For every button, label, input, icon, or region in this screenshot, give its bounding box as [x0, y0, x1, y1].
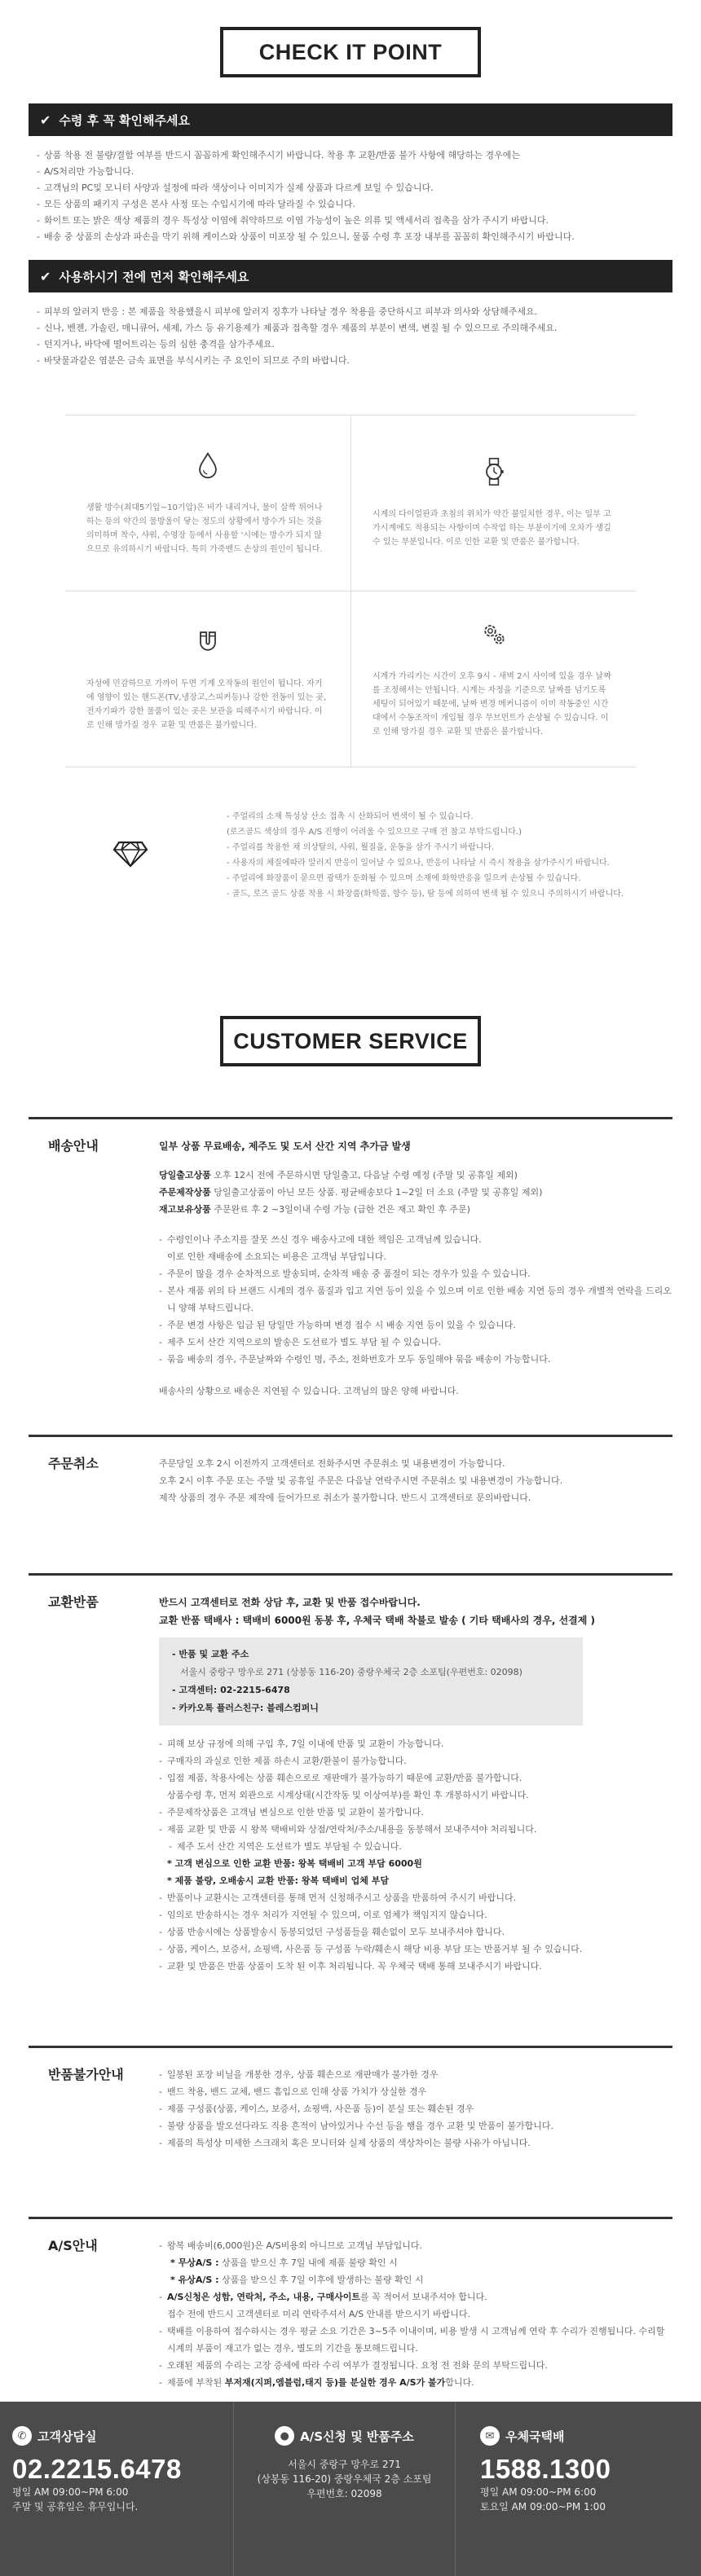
delivery-headline: 일부 상품 무료배송, 제주도 및 도서 산간 지역 추가금 발생	[159, 1141, 411, 1152]
date-setting-cell	[350, 591, 636, 767]
section-label: 반품불가안내	[48, 2067, 124, 2082]
list-item: - 제품의 특성상 미세한 스크래치 혹은 모니터와 실제 상품의 색상차이는 불량 사유가 아닙니다.	[159, 2134, 672, 2152]
magnet-icon	[86, 626, 329, 659]
section-heading-before-use	[29, 260, 672, 292]
no-return-notes	[159, 2066, 672, 2152]
heading-text: 수령 후 꼭 확인해주세요	[59, 112, 190, 128]
cancel-section	[29, 1435, 672, 1573]
list-item: - 모든 상품의 패키지 구성은 본사 사정 또는 수입시기에 따라 달라질 수 있습니다.	[37, 196, 672, 213]
list-item: - 배송 중 상품의 손상과 파손을 막기 위해 케이스와 상품이 미포장 될 수 있으니, 물품 수령 후 포장 내부를 꼼꼼히 확인해주시기 바랍니다.	[37, 229, 672, 245]
water-resistance-cell	[65, 415, 350, 591]
delivery-notes	[159, 1231, 672, 1368]
list-item: - 교환 및 반품은 반품 상품이 도착 된 이후 처리됩니다. 꼭 우체국 택배 통해 보내주시기 바랍니다.	[159, 1958, 672, 1975]
cell-text: 자성에 민감하므로 가까이 두면 기계 오작동의 원인이 됩니다. 자기에 영향이 있는 핸드폰(TV,냉장고,스피커등)나 강한 전동이 있는 곳, 전자기파가 강한 물품이 있는 곳은 보관을 피해주시기 바랍니다. 이로 인해 망가질 경우 교환 및 반품은 불가합니다.	[86, 679, 327, 730]
check-icon: ✔	[40, 268, 51, 284]
postal-code: 우편번호: 02098	[306, 2488, 382, 2499]
diamond-icon	[112, 839, 178, 871]
list-item: - 왕복 배송비(6,000원)은 A/S비용외 아니므로 고객님 부담입니다.	[159, 2237, 672, 2254]
list-item: - A/S신청은 성함, 연락처, 주소, 내용, 구매사이트를 꼭 적어서 보내주셔야 합니다.	[159, 2288, 672, 2306]
list-item: - 오래된 제품의 수리는 고장 증세에 따라 수리 여부가 결정됩니다. 요청 전 전화 문의 부탁드립니다.	[159, 2357, 672, 2374]
location-icon: ●	[275, 2426, 294, 2446]
exchange-courier: 교환 반품 택배사 : 택배비 6000원 동봉 후, 우체국 택배 착불로 발송 ( 기타 택배사의 경우, 선결제 )	[159, 1615, 596, 1626]
list-item: * 무상A/S : 상품을 받으신 후 7일 내에 제품 불량 확인 시	[170, 2257, 398, 2268]
list-item: (로즈골드 색상의 경우 A/S 진행이 어려울 수 있으므로 구매 전 참고 부탁드립니다.)	[227, 827, 522, 837]
customer-service-title: CUSTOMER SERVICE	[220, 1016, 481, 1066]
footer-cs-title: 고객상담실	[37, 2429, 97, 2444]
list-item: - 골드, 로즈 골드 상품 착용 시 화장품(화학품, 향수 등), 땀 등에 의하여 변색 될 수 있으니 주의하시기 바랍니다.	[227, 889, 624, 899]
before-use-list	[29, 292, 672, 380]
list-item: - 제주 도서 산간 지역으로의 발송은 도선료가 별도 부담 될 수 있습니다.	[159, 1334, 672, 1351]
list-item: - 피부의 알러지 반응 : 본 제품을 착용했을시 피부에 알러지 징후가 나타날 경우 착용을 중단하시고 피부과 의사와 상담해주세요.	[37, 304, 672, 320]
jewelry-cell	[65, 767, 636, 943]
list-item: - 불량 상품을 발오선다라도 직용 흔적이 남아있거나 수선 등을 행을 경우 교환 및 반품이 불가합니다.	[159, 2117, 672, 2134]
delivery-section	[29, 1117, 672, 1435]
list-item: - 바닷물과같은 염분은 금속 표면을 부식시키는 주 요인이 되므로 주의 바랍니다.	[37, 353, 672, 369]
check-icon: ✔	[40, 112, 51, 128]
exchange-headline: 반드시 고객센터로 전화 상담 후, 교환 및 반품 접수바랍니다.	[159, 1597, 421, 1608]
footer-address-title: A/S신청 및 반품주소	[300, 2429, 414, 2444]
list-item: 접수 전에 반드시 고객센터로 미리 연락주셔서 A/S 안내를 받으시기 바랍니다.	[167, 2309, 470, 2319]
list-item: - 신나, 벤젠, 가솔린, 매니큐어, 세제, 가스 등 유기용제가 제품과 접촉할 경우 제품의 부분이 변색, 변질 될 수 있으므로 주의해주세요.	[37, 320, 672, 336]
list-item: * 제품 불량, 오배송시 교환 반품: 왕복 택배비 업체 부담	[167, 1875, 389, 1886]
list-item: * 유상A/S : 상품을 받으신 후 7일 이후에 발생하는 불량 확인 시	[170, 2275, 424, 2285]
footer-post-title: 우체국택배	[505, 2429, 565, 2444]
list-item: - 상품, 케이스, 보증서, 쇼핑백, 사은품 등 구성품 누락/훼손시 해당 비용 부담 또는 반품거부 될 수 있습니다.	[159, 1941, 672, 1958]
list-item: - 구매자의 과실로 인한 제품 하손시 교환/환불이 불가능합니다.	[159, 1752, 672, 1769]
footer-address	[233, 2402, 456, 2576]
list-item: - 본사 재품 위의 타 브랜드 시계의 경우 품질과 입고 지연 등이 있을 수 있으며 이로 인한 배송 지연 등의 경우 개별적 연락을 드리오니 양해 부탁드립니다.	[159, 1282, 672, 1317]
cs-phone: - 고객센터: 02-2215-6478	[172, 1685, 290, 1695]
list-item: - 수령인이나 주소지를 잘못 쓰신 경우 배송사고에 대한 책임은 고객님께 있습니다.	[159, 1231, 672, 1248]
box-label: - 반품 및 교환 주소	[172, 1649, 249, 1659]
phone-icon: ✆	[12, 2426, 32, 2446]
watch-icon	[373, 457, 615, 490]
list-item: - 택배를 이용하여 접수하시는 경우 평균 소요 기간은 3~5주 이내이며, 비용 발생 시 고객님께 연락 후 수리가 진행됩니다. 수리할 시계의 부품이 재고가 없는 경우, 별도의 기간을 통보해드립니다.	[159, 2323, 672, 2357]
exchange-notes	[159, 1735, 672, 1975]
list-item: - 입점 제품, 착용사에는 상품 훼손으로로 재판매가 불가능하기 때문에 교환/반품 불가합니다.	[159, 1769, 672, 1787]
list-item: - 주얼리의 소재 특성상 산소 접촉 시 산화되어 변색이 될 수 있습니다.	[227, 811, 474, 821]
stock-line: 당일출고상품 오후 12시 전에 주문하시면 당일출고, 다음날 수령 예정 (주말 및 공휴일 제외)	[159, 1170, 518, 1180]
list-item: - 묶음 배송의 경우, 주문날짜와 수령인 명, 주소, 전화번호가 모두 동일해야 묶음 배송이 가능합니다.	[159, 1351, 672, 1368]
section-label: A/S안내	[48, 2238, 98, 2253]
footer-post	[456, 2402, 701, 2576]
dial-alignment-cell	[350, 415, 636, 591]
list-item: - 상품 착용 전 불량/결함 여부를 반드시 꼼꼼하게 확인해주시기 바랍니다. 착용 후 교환/반품 불가 사항에 해당하는 경우에는	[37, 147, 672, 164]
section-label: 배송안내	[48, 1138, 99, 1154]
list-item: - 화이트 또는 밝은 색상 제품의 경우 특성상 이염에 취약하므로 이염 가능성이 높은 의류 및 액세서리 접촉을 삼가 주시기 바랍니다.	[37, 213, 672, 229]
no-return-section	[29, 2046, 672, 2217]
cs-hours: 평일 AM 09:00~PM 6:00	[12, 2486, 129, 2498]
section-heading-after-receipt	[29, 103, 672, 136]
list-item: 이로 인한 재배송에 소요되는 비용은 고객님 부담입니다.	[167, 1251, 386, 1262]
kakao-channel: - 카카오톡 플러스친구: 블레스컴퍼니	[172, 1703, 319, 1713]
cell-text: 생활 방수(최대5기압~10기압)은 비가 내리거나, 물이 살짝 튀어나 하는 등의 약간의 물방울이 닿는 정도의 상황에서 방수가 되는 것을 의미하며 착수, 샤워, 수영장 등에서 사용할 '시에는 방수가 되지 않으므로 유의하시기 바랍니다. 특히 가죽밴드 손상의 원인이 됩니다.	[86, 503, 323, 554]
cell-text: 시계의 다이얼판과 초침의 위치가 약간 불일치한 경우, 이는 일부 고가시계에도 적용되는 사항이며 수작업 하는 부분이기에 오차가 생길 수 있는 부분입니다. 이로 인한 교환 및 반품은 불가합니다.	[373, 510, 611, 547]
cs-holiday: 주말 및 공휴일은 휴무입니다.	[12, 2501, 139, 2512]
section-label: 교환반품	[48, 1594, 99, 1610]
return-address: 서울시 중랑구 망우로 271 (상봉동 116-20) 중랑우체국 2층 소포팀(우편번호: 02098)	[180, 1667, 522, 1677]
delivery-footnote: 배송사의 상황으로 배송은 지연될 수 있습니다. 고객님의 많은 양해 바랍니다.	[159, 1386, 459, 1396]
magnetism-cell	[65, 591, 350, 767]
water-drop-icon	[86, 451, 329, 483]
list-item: - 제주 도서 산간 지역은 도선료가 별도 부담될 수 있습니다.	[159, 1838, 672, 1855]
footer-cs	[0, 2402, 233, 2576]
post-phone-number[interactable]: 1588.1300	[480, 2454, 611, 2484]
care-info-grid	[65, 415, 636, 943]
as-notes	[159, 2237, 672, 2391]
cancel-line: 주문당일 오후 2시 이전까지 고객센터로 전화주시면 주문취소 및 내용변경이 가능합니다.	[159, 1458, 505, 1469]
list-item: - 고객님의 PC및 모니터 사양과 설정에 따라 색상이나 이미지가 실제 상품과 다르게 보일 수 있습니다.	[37, 180, 672, 196]
list-item: - A/S처리만 가능합니다.	[37, 164, 672, 180]
list-item: - 주문 변경 사항은 입금 된 당일만 가능하며 변경 접수 시 배송 지연 등이 있을 수 있습니다.	[159, 1317, 672, 1334]
stock-line: 주문제작상품 당일출고상품이 아닌 모든 상품. 평균배송보다 1~2일 더 소요 (주말 및 공휴일 제외)	[159, 1187, 543, 1198]
after-receipt-list	[29, 136, 672, 242]
list-item: - 제품 교환 및 반품 시 왕복 택배비와 상점/연락처/주소/내용을 동봉해서 보내주셔야 처리됩니다.	[159, 1821, 672, 1838]
post-hours-saturday: 토요일 AM 09:00~PM 1:00	[480, 2501, 606, 2512]
list-item: - 밴드 착용, 밴드 교체, 밴드 흠입으로 인해 상품 가치가 상실한 경우	[159, 2083, 672, 2100]
list-item: - 주문이 많을 경우 순차적으로 발송되며, 순차적 배송 중 품절이 되는 경우가 있을 수 있습니다.	[159, 1265, 672, 1282]
return-address-box	[159, 1637, 583, 1725]
cs-phone-number[interactable]: 02.2215.6478	[12, 2454, 182, 2484]
list-item: - 주얼리를 착용한 채 의상탈의, 샤워, 월질을, 운동을 삼가 주시기 바랍니다.	[227, 842, 495, 852]
gears-icon	[373, 619, 615, 652]
list-item: - 주얼리에 화장품이 묻으면 광택가 둔화될 수 있으며 소재에 화학반응을 일으켜 손상될 수 있습니다.	[227, 873, 581, 883]
list-item: - 제품 구성품(상품, 케이스, 보증서, 쇼핑백, 사은품 등)이 분실 또는 훼손된 경우	[159, 2100, 672, 2117]
address-line: 서울시 중랑구 망우로 271	[288, 2459, 401, 2470]
cell-text: 시계가 가리키는 시간이 오후 9시 - 새벽 2시 사이에 있을 경우 날짜를 조정해서는 안됩니다. 시계는 자정을 기준으로 날짜를 넘기도록 세팅이 되어있기 때문에, 날짜 변경 메커니즘이 이미 작동중인 시간대에서 수동조작이 개입될 경우 무브먼트가 손상될 수 있습니다. 이로 인해 망가질 경우 교환 및 반품은 불가합니다.	[373, 672, 611, 736]
heading-text: 사용하시기 전에 먼저 확인해주세요	[59, 269, 249, 284]
list-item: - 일봉된 포장 비닐을 개봉한 경우, 상품 훼손으로 재판매가 불가한 경우	[159, 2066, 672, 2083]
exchange-section	[29, 1573, 672, 2046]
section-label: 주문취소	[48, 1456, 99, 1471]
cancel-line: 오후 2시 이후 주문 또는 주말 및 공휴일 주문은 다음날 연락주시면 주문취소 및 내용변경이 가능합니다.	[159, 1475, 563, 1486]
list-item: - 던지거나, 바닥에 떨어트리는 등의 심한 충격을 삼가주세요.	[37, 336, 672, 353]
mail-truck-icon: ✉	[480, 2426, 500, 2446]
list-item: - 반품이나 교환시는 고객센터를 통해 먼저 신청해주시고 상품을 반품하여 주시기 바랍니다.	[159, 1889, 672, 1906]
list-item: * 고객 변심으로 인한 교환 반품: 왕복 택배비 고객 부담 6000원	[167, 1858, 422, 1869]
jewelry-notes	[227, 809, 624, 902]
list-item: - 사용자의 체질에따라 알러지 반응이 일어날 수 있으나, 반응이 나타날 시 즉시 착용을 삼가주시기 바랍니다.	[227, 858, 610, 868]
check-it-point-title: CHECK IT POINT	[220, 27, 481, 77]
list-item: - 피해 보상 규정에 의해 구입 후, 7일 이내에 반품 및 교환이 가능합니다.	[159, 1735, 672, 1752]
post-hours-weekday: 평일 AM 09:00~PM 6:00	[480, 2486, 597, 2498]
list-item: - 주문제작상품은 고객님 변심으로 인한 반품 및 교환이 불가합니다.	[159, 1804, 672, 1821]
footer	[0, 2402, 701, 2576]
list-item: - 제품에 부착된 부저재(지퍼,엠블럼,태지 등)를 분실한 경우 A/S가 불가합니다.	[159, 2374, 672, 2391]
list-item: - 상품 반송시에는 상품발송시 동봉되었던 구성품들을 훼손없이 모두 보내주셔야 합니다.	[159, 1923, 672, 1941]
list-item: - 임의로 반송하시는 경우 처리가 지연될 수 있으며, 이로 엄체가 책임지지 않습니다.	[159, 1906, 672, 1923]
address-line: (상봉동 116-20) 중랑우체국 2층 소포팀	[257, 2473, 432, 2485]
cancel-line: 제작 상품의 경우 주문 제작에 들어가므로 취소가 불가합니다. 반드시 고객센터로 문의바랍니다.	[159, 1492, 531, 1503]
stock-line: 재고보유상품 주문완료 후 2 ~3일이내 수령 가능 (급한 건은 재고 확인 후 주문)	[159, 1204, 470, 1215]
list-item: 상품수령 후, 먼저 외관으로 시계상태(시간작동 및 이상여부)를 확인 후 개봉하시기 바랍니다.	[167, 1790, 529, 1800]
